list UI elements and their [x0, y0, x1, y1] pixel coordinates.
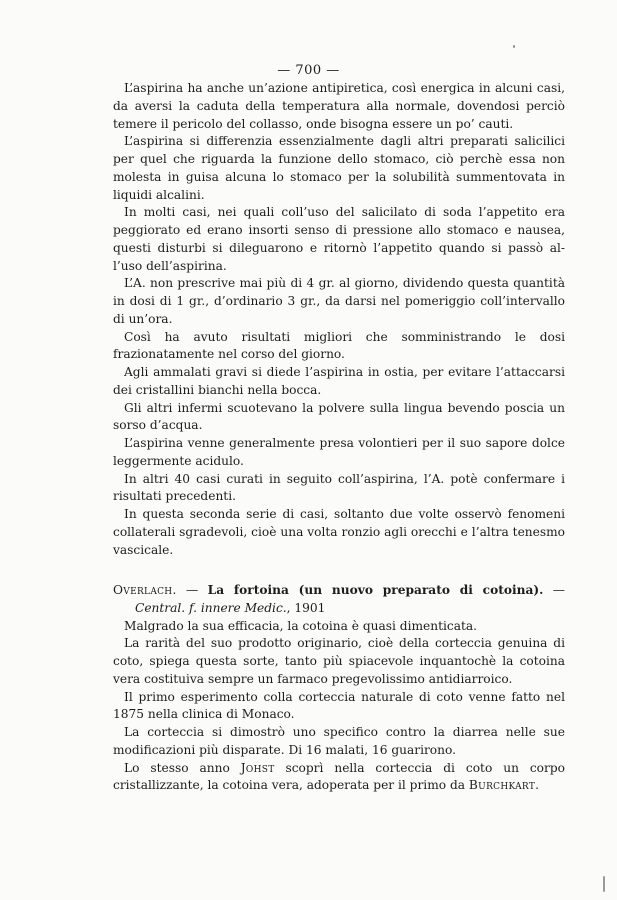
citation-title: La fortoina (un nuovo preparato di cotoina). — [207, 583, 544, 597]
paragraph: Agli ammalati gravi si diede l’aspirina in ostia, per evitare l’attaccarsi dei cristallini bianchi nella bocca. — [113, 365, 565, 397]
paragraph: In molti casi, nei quali coll’uso del salicilato di soda l’appetito era peggiorato ed erano insorti senso di pressione allo stomaco e nausea, questi disturbi si dileguarono e ritornò l’appetito quando si passò al-l’uso dell’aspirina. — [113, 205, 565, 273]
paragraph: L’aspirina ha anche un’azione antipiretica, così energica in alcuni casi, da aversi la caduta della temperatura alla normale, dovendosi perciò temere il pericolo del collasso, onde bisogna essere un po’ cauti. — [113, 81, 565, 131]
text-run: . — [535, 778, 540, 793]
body-text-part2 — [113, 582, 565, 795]
paragraph: In altri 40 casi curati in seguito coll’aspirina, l’A. potè confermare i risultati precedenti. — [113, 471, 565, 504]
paragraph: L’aspirina si differenzia essenzialmente dagli altri preparati salicilici per quel che riguarda la funzione dello stomaco, ciò perchè essa non molesta in guisa alcuna lo stomaco per la solubilità summentovata in liquidi alcalini. — [113, 134, 565, 202]
paragraph: La corteccia si dimostrò uno specifico contro la diarrea nelle sue modificazioni più disparate. Di 16 malati, 16 guarirono. — [113, 725, 565, 757]
person-name: Johst — [240, 760, 275, 775]
paragraph: L’aspirina venne generalmente presa volontieri per il suo sapore dolce leggermente acidulo. — [113, 436, 565, 468]
paragraph: Gli altri infermi scuotevano la polvere sulla lingua bevendo poscia un sorso d’acqua. — [113, 400, 565, 433]
citation-dash: — — [543, 583, 565, 597]
paragraph: In questa seconda serie di casi, soltanto due volte osservò fenomeni collaterali sgradevoli, cioè una volta ronzio agli orecchi e l’altra tenesmo vascicale. — [113, 507, 565, 557]
scan-speck — [603, 876, 605, 892]
body-text-part1 — [113, 80, 565, 559]
paragraph: Malgrado la sua efficacia, la cotoina è quasi dimenticata. — [124, 618, 478, 633]
scan-speck — [513, 45, 515, 48]
citation-journal: Central. f. innere Medic. — [135, 600, 287, 615]
citation-header — [113, 582, 565, 618]
page-number: — 700 — — [277, 63, 340, 78]
paragraph: L’A. non prescrive mai più di 4 gr. al giorno, dividendo questa quantità in dosi di 1 gr., d’ordinario 3 gr., da darsi nel pomeriggio coll’intervallo di un’ora. — [113, 276, 565, 326]
citation-year: , 1901 — [286, 600, 326, 615]
text-run: scoprì nella corteccia di coto un corpo cristallizzante, la cotoina vera, adoperata per il primo da — [113, 760, 565, 793]
person-name: Burchkart — [468, 778, 536, 793]
paragraph: La rarità del suo prodotto originario, cioè della corteccia genuina di coto, spiega questa sorte, tanto più spiacevole inquantochè la cotoina vera costituiva sempre un farmaco pregevolissimo antidiarroico. — [113, 636, 565, 686]
text-run: Lo stesso anno — [124, 760, 241, 775]
citation-dash: — — [176, 583, 208, 597]
paragraph: Così ha avuto risultati migliori che somministrando le dosi frazionatamente nel corso del giorno. — [113, 329, 565, 362]
citation-author: Overlach. — [113, 583, 177, 597]
paragraph: Il primo esperimento colla corteccia naturale di coto venne fatto nel 1875 nella clinica di Monaco. — [113, 689, 565, 722]
paragraph-last — [113, 760, 565, 796]
